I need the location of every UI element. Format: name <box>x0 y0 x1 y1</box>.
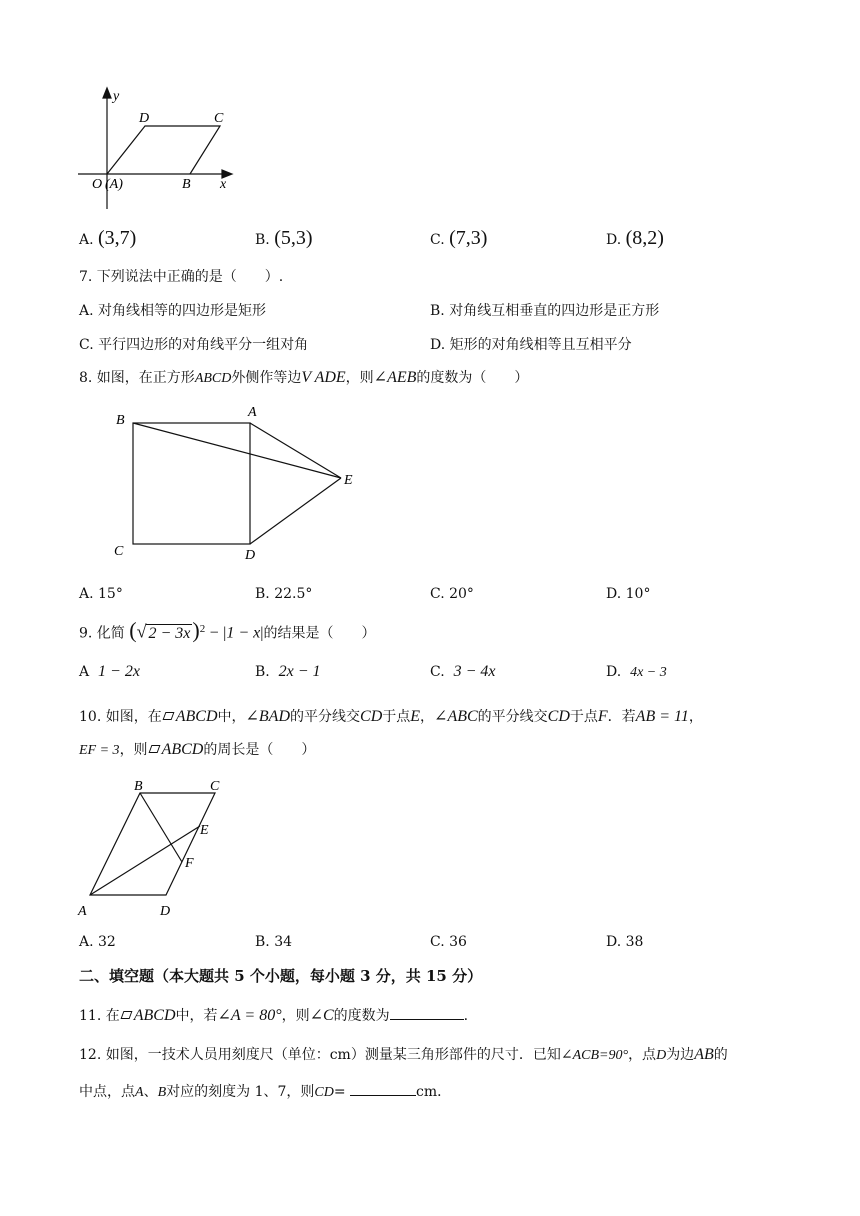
q8-option-b: B. 22.5° <box>255 586 313 602</box>
label-c: C <box>214 111 224 126</box>
label-e: E <box>344 473 353 488</box>
q7-option-c: C. 平行四边形的对角线平分一组对角 <box>79 337 309 353</box>
square-abcd <box>133 423 250 544</box>
parallelogram-abcd <box>107 126 220 174</box>
parallelogram-icon <box>120 1011 132 1019</box>
q6-option-a: A. (3,7) <box>79 227 137 249</box>
segment-ae <box>250 423 341 478</box>
answer-blank[interactable] <box>350 1081 416 1096</box>
q9-option-d: D. 4x − 3 <box>606 664 667 680</box>
label-c: C <box>114 544 124 559</box>
q6-option-b: B. (5,3) <box>255 227 313 249</box>
q7-option-b: B. 对角线互相垂直的四边形是正方形 <box>430 303 660 319</box>
q8-option-a: A. 15° <box>79 586 123 602</box>
q10-option-c: C. 36 <box>430 934 467 950</box>
label-x: x <box>220 177 227 192</box>
label-e: E <box>200 823 209 838</box>
section-heading-fill-in: 二、填空题（本大题共 5 个小题，每小题 3 分，共 15 分） <box>79 967 483 985</box>
q10-option-b: B. 34 <box>255 934 293 950</box>
q9-option-c: C. 3 − 4x <box>430 663 496 680</box>
label-y: y <box>113 89 120 104</box>
label-f: F <box>185 856 194 871</box>
figure-q8-square-triangle <box>108 400 368 570</box>
label-c: C <box>210 779 220 794</box>
label-b: B <box>134 779 143 794</box>
y-axis-arrow-icon <box>103 88 111 98</box>
label-a: A <box>78 904 87 919</box>
q10-option-d: D. 38 <box>606 934 644 950</box>
label-o: O <box>92 177 103 192</box>
q7-option-d: D. 矩形的对角线相等且互相平分 <box>430 337 632 353</box>
q8-option-d: D. 10° <box>606 586 651 602</box>
q9-stem: 9. 化简 (√ 2 − 3x)$^2$ − |1 − x|的结果是（ ） <box>79 617 376 643</box>
label-b: B <box>116 413 125 428</box>
label-a: A <box>248 405 257 420</box>
label-d: D <box>139 111 150 126</box>
figure-q6-coordinate-parallelogram <box>72 84 242 214</box>
q10-stem-line2: EF = 3，则 ABCD的周长是（ ） <box>79 741 316 758</box>
q10-option-a: A. 32 <box>79 934 116 950</box>
segment-de <box>250 478 341 544</box>
segment-be <box>133 423 341 478</box>
q7-stem: 7. 下列说法中正确的是（ ）. <box>79 269 284 285</box>
label-b: B <box>182 177 191 192</box>
label-a: (A) <box>105 177 123 192</box>
q11-stem: 11. 在 ABCD中，若∠A = 80°，则∠C的度数为 . <box>79 1007 469 1024</box>
figure-q10-parallelogram <box>74 774 234 922</box>
q12-stem-line1: 12. 如图，一技术人员用刻度尺（单位：cm）测量某三角形部件的尺寸．已知∠ACB=90°，点D为边AB的 <box>79 1046 728 1063</box>
segment-bf <box>140 793 182 862</box>
q8-option-c: C. 20° <box>430 586 474 602</box>
q10-stem-line1: 10. 如图，在 ABCD中，∠BAD的平分线交CD于点E，∠ABC的平分线交CD于点F．若AB = 11， <box>79 708 703 725</box>
parallelogram-icon <box>148 745 160 753</box>
parallelogram-icon <box>162 712 174 720</box>
answer-blank[interactable] <box>390 1005 464 1020</box>
q6-option-c: C. (7,3) <box>430 227 488 249</box>
q9-option-b: B. 2x − 1 <box>255 663 321 680</box>
q7-option-a: A. 对角线相等的四边形是矩形 <box>79 303 267 319</box>
q8-stem: 8. 如图，在正方形ABCD外侧作等边V ADE，则∠AEB的度数为（ ） <box>79 369 529 386</box>
q6-option-d: D. (8,2) <box>606 227 664 249</box>
parallelogram-abcd <box>90 793 215 895</box>
label-d: D <box>245 548 256 563</box>
q9-option-a: A 1 − 2x <box>79 663 140 680</box>
q12-stem-line2: 中点，点A、B对应的刻度为 1、7，则CD= cm． <box>79 1081 451 1102</box>
label-d: D <box>160 904 171 919</box>
